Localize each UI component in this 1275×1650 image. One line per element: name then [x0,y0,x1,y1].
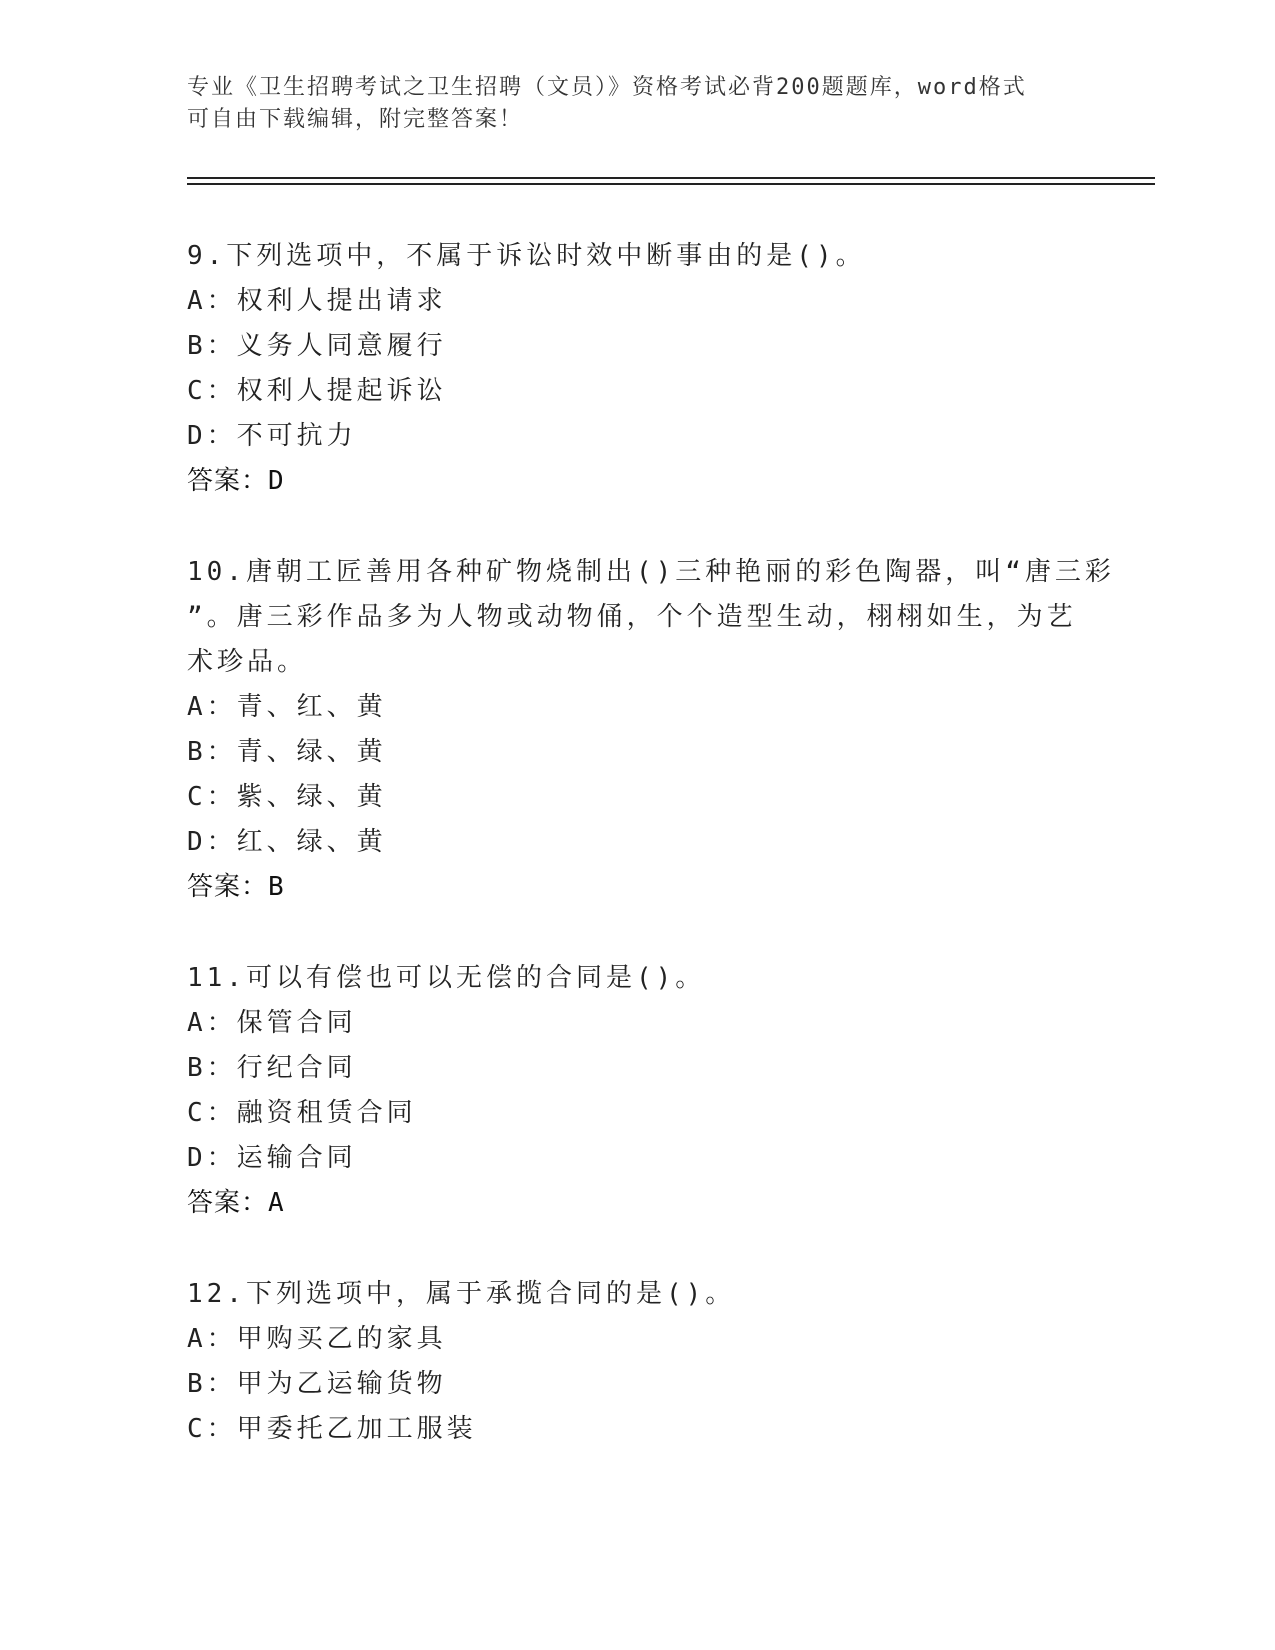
option-c: C：甲委托乙加工服装 [187,1414,477,1444]
document-header [187,72,1087,136]
stem-line: ”。唐三彩作品多为人物或动物俑，个个造型生动，栩栩如生，为艺 [187,602,1077,632]
answer-line: 答案：B [187,872,285,902]
question-stem [187,234,1087,279]
option-a: A：甲购买乙的家具 [187,1324,447,1354]
option-b: B：行纪合同 [187,1053,357,1083]
stem-line: 9.下列选项中，不属于诉讼时效中断事由的是()。 [187,241,866,271]
option-b: B：义务人同意履行 [187,331,447,361]
question-9 [187,234,1087,504]
stem-line: 10.唐朝工匠善用各种矿物烧制出()三种艳丽的彩色陶器，叫“唐三彩 [187,557,1115,587]
spacer [187,504,1087,550]
spacer [187,1226,1087,1272]
option-a: A：保管合同 [187,1008,357,1038]
question-10 [187,550,1115,910]
option-b: B：青、绿、黄 [187,737,387,767]
option-a: A：青、红、黄 [187,692,387,722]
option-c: C：融资租赁合同 [187,1098,417,1128]
option-d: D：不可抗力 [187,421,357,451]
header-rule-bottom [187,183,1155,185]
question-stem [187,956,1087,1001]
question-11 [187,956,1087,1226]
option-a: A：权利人提出请求 [187,286,447,316]
answer-line: 答案：D [187,466,285,496]
question-12 [187,1272,1087,1452]
option-d: D：运输合同 [187,1143,357,1173]
spacer [187,910,1087,956]
header-line-2: 可自由下载编辑，附完整答案！ [187,107,524,132]
question-list [187,234,1115,1452]
question-stem [187,550,1115,685]
header-line-1: 专业《卫生招聘考试之卫生招聘（文员）》资格考试必背200题题库，word格式 [187,75,1027,100]
stem-line: 术珍品。 [187,647,308,677]
answer-line: 答案：A [187,1188,285,1218]
question-stem [187,1272,1087,1317]
option-c: C：紫、绿、黄 [187,782,387,812]
header-rule-top [187,177,1155,179]
option-b: B：甲为乙运输货物 [187,1369,447,1399]
stem-line: 12.下列选项中，属于承揽合同的是()。 [187,1279,736,1309]
stem-line: 11.可以有偿也可以无偿的合同是()。 [187,963,706,993]
option-d: D：红、绿、黄 [187,827,387,857]
option-c: C：权利人提起诉讼 [187,376,447,406]
